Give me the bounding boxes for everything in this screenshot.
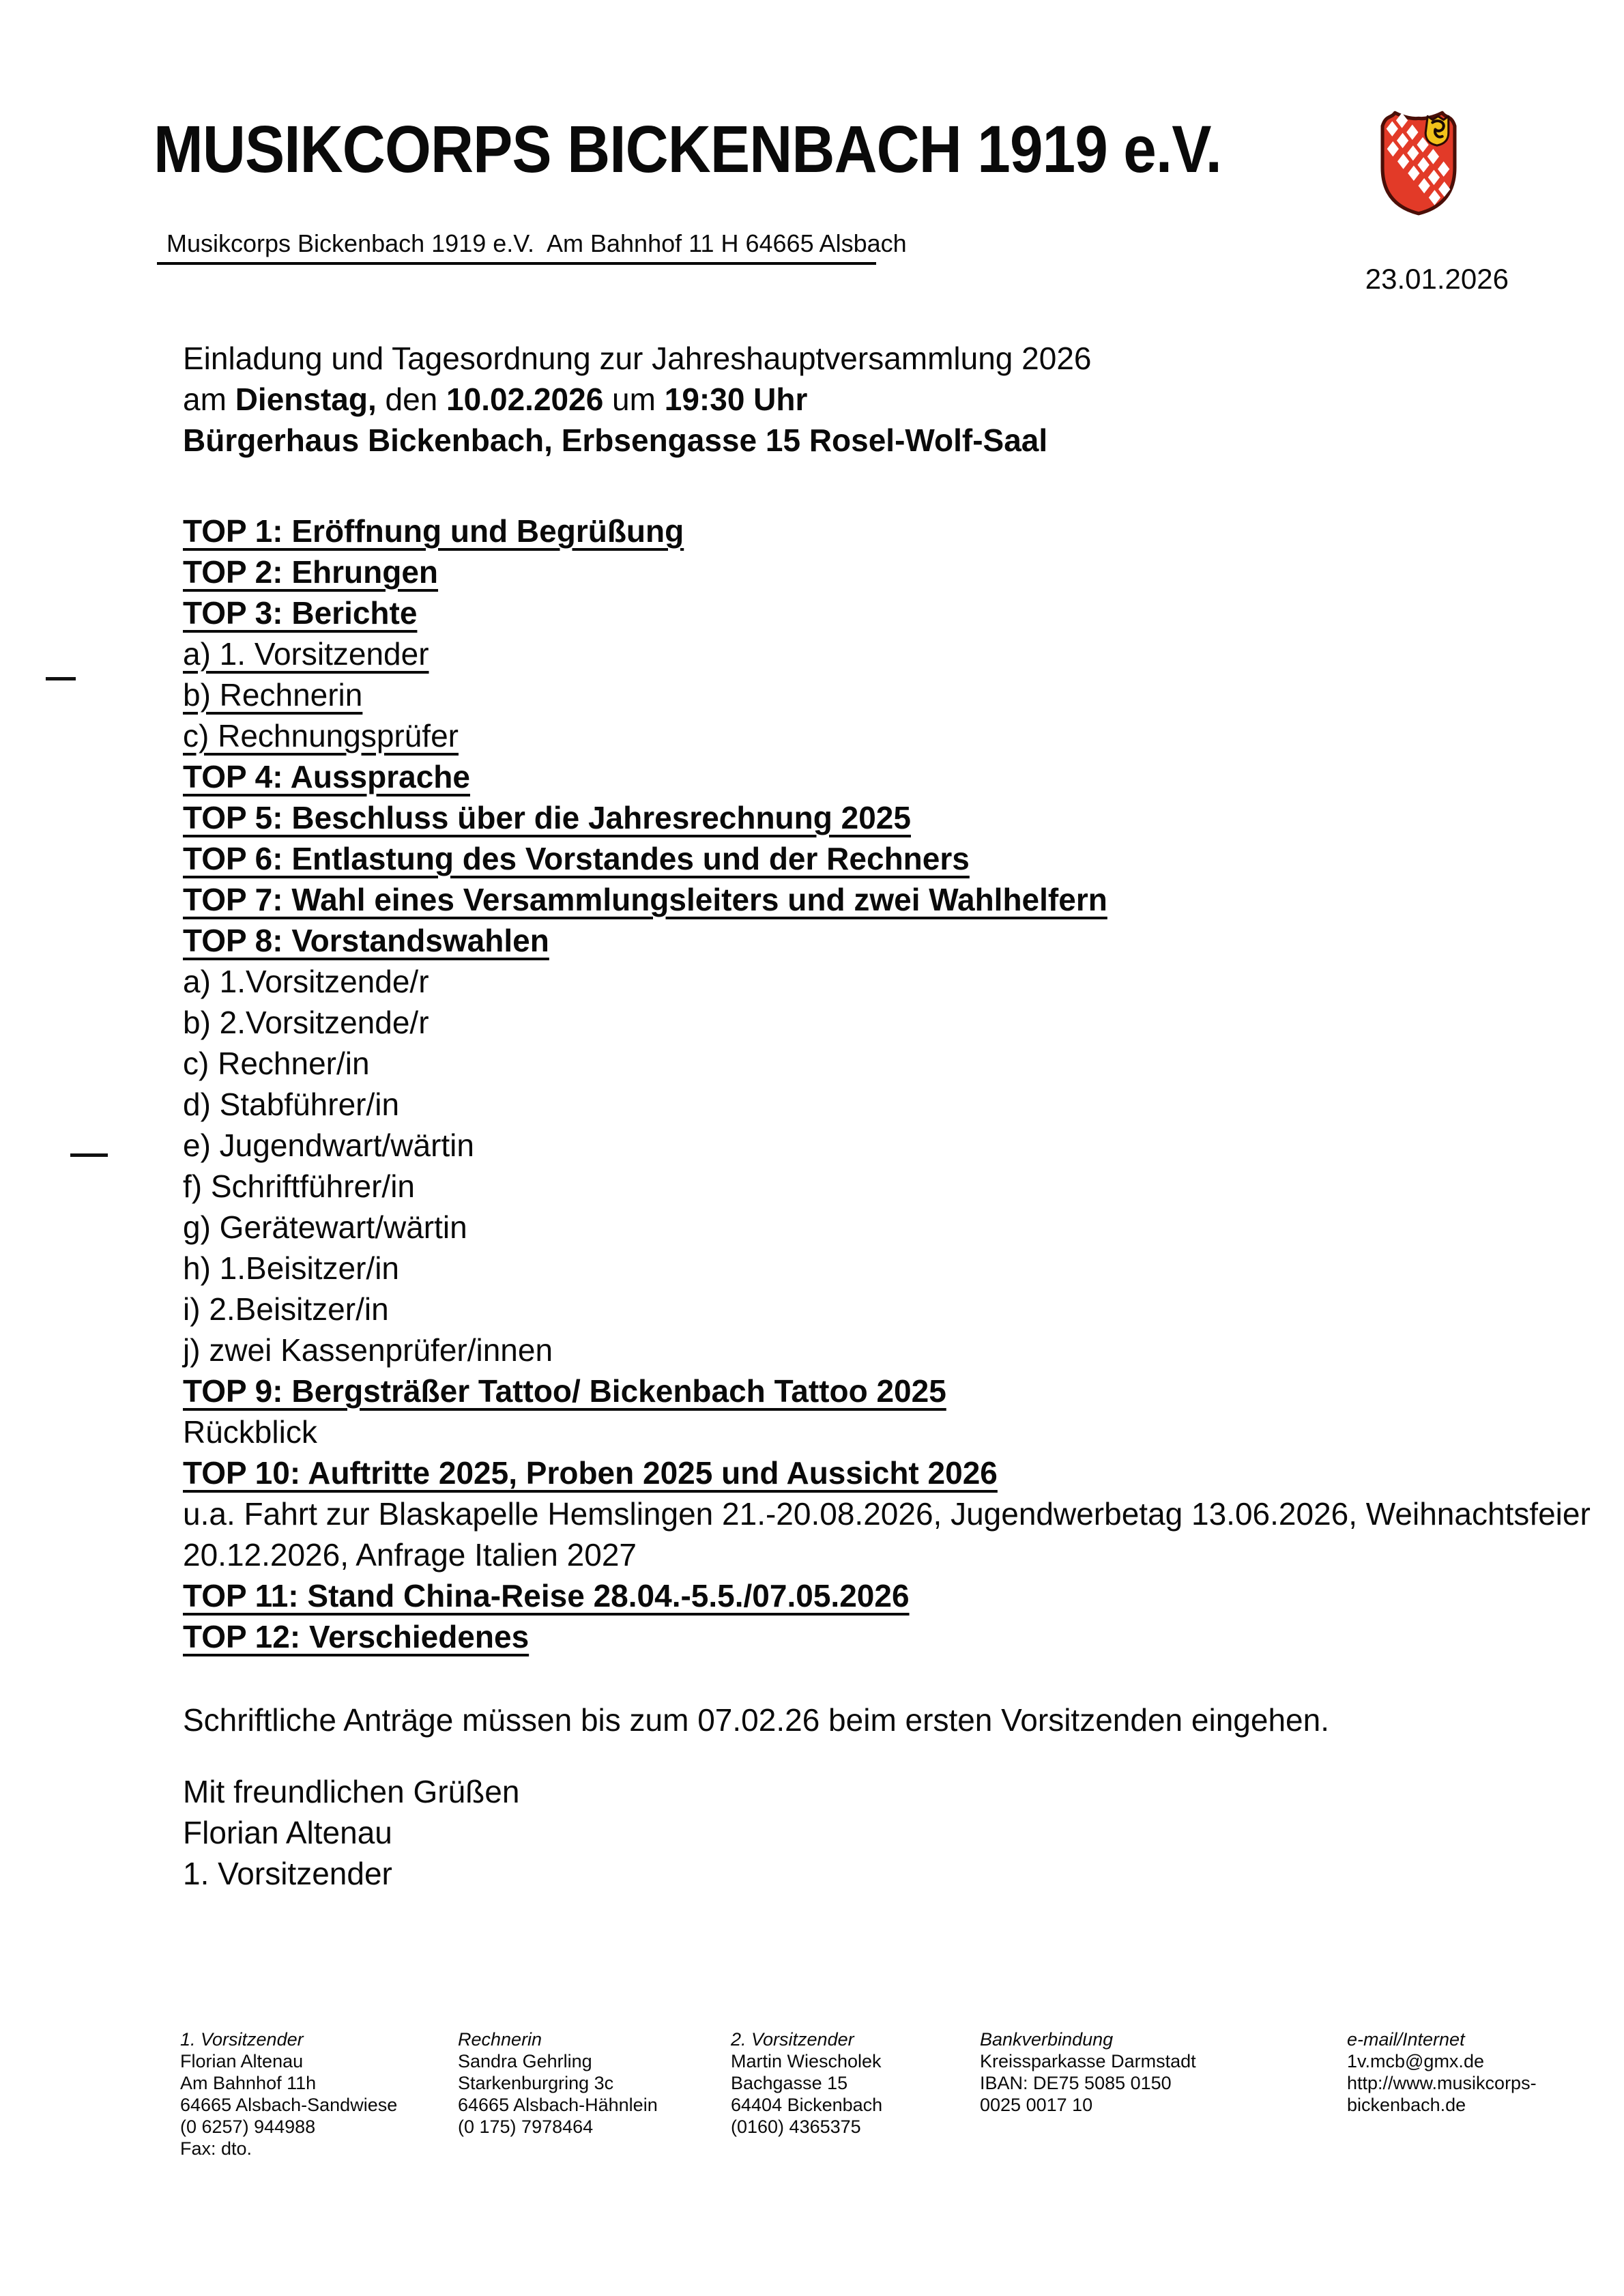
footer-col-line: Bachgasse 15 xyxy=(731,2073,848,2093)
footer-col-bank xyxy=(980,2028,1196,2116)
agenda-item: TOP 7: Wahl eines Versammlungsleiters und zwei Wahlhelfern xyxy=(183,882,1107,917)
agenda-item: TOP 12: Verschiedenes xyxy=(183,1619,530,1654)
agenda-item: 20.12.2026, Anfrage Italien 2027 xyxy=(183,1537,637,1573)
letter-date: 23.01.2026 xyxy=(1365,263,1509,295)
agenda-item: TOP 9: Bergsträßer Tattoo/ Bickenbach Tattoo 2025 xyxy=(183,1373,946,1409)
signoff-name: Florian Altenau xyxy=(183,1815,392,1850)
intro-datetime-segment: Dienstag, xyxy=(235,382,377,417)
agenda-item: TOP 2: Ehrungen xyxy=(183,554,439,590)
club-name-heading: MUSIKCORPS BICKENBACH 1919 e.V. xyxy=(154,112,1221,186)
fold-mark-top xyxy=(46,677,76,680)
fold-mark-bottom xyxy=(70,1153,108,1157)
footer-col-line: (0160) 4365375 xyxy=(731,2116,861,2137)
footer-col-line: 64665 Alsbach-Hähnlein xyxy=(458,2095,658,2115)
footer-col-line: http://www.musikcorps- xyxy=(1347,2073,1537,2093)
footer-col-title: 2. Vorsitzender xyxy=(731,2029,854,2050)
agenda-item: d) Stabführer/in xyxy=(183,1087,400,1122)
intro-datetime-segment: 10.02.2026 xyxy=(446,382,604,417)
agenda-item: TOP 3: Berichte xyxy=(183,595,418,631)
agenda-list xyxy=(183,511,1591,1657)
footer-col-treasurer xyxy=(458,2028,658,2138)
footer-col-line: Florian Altenau xyxy=(180,2051,304,2071)
intro-datetime-segment: 19:30 Uhr xyxy=(664,382,808,417)
agenda-item: f) Schriftführer/in xyxy=(183,1168,415,1204)
agenda-item: TOP 6: Entlastung des Vorstandes und der Rechners xyxy=(183,841,970,876)
intro-line-location: Bürgerhaus Bickenbach, Erbsengasse 15 Rosel-Wolf-Saal xyxy=(183,422,1048,458)
footer-col-line: Martin Wiescholek xyxy=(731,2051,882,2071)
footer-col-line: (0 175) 7978464 xyxy=(458,2116,594,2137)
agenda-item: u.a. Fahrt zur Blaskapelle Hemslingen 21.-20.08.2026, Jugendwerbetag 13.06.2026, Weihnachtsfeier xyxy=(183,1496,1591,1532)
agenda-item: e) Jugendwart/wärtin xyxy=(183,1128,474,1163)
footer-col-email xyxy=(1347,2028,1537,2116)
footer-col-line: Sandra Gehrling xyxy=(458,2051,592,2071)
agenda-item: c) Rechner/in xyxy=(183,1046,370,1081)
agenda-item: b) 2.Vorsitzende/r xyxy=(183,1005,429,1040)
agenda-item: TOP 10: Auftritte 2025, Proben 2025 und Aussicht 2026 xyxy=(183,1455,998,1491)
footer-col-title: Bankverbindung xyxy=(980,2029,1114,2050)
footer-col-title: e-mail/Internet xyxy=(1347,2029,1465,2050)
agenda-item: TOP 4: Aussprache xyxy=(183,759,470,794)
agenda-item: j) zwei Kassenprüfer/innen xyxy=(183,1332,553,1368)
agenda-item: i) 2.Beisitzer/in xyxy=(183,1291,389,1327)
intro-datetime-segment: um xyxy=(603,382,665,417)
footer-col-line: Starkenburgring 3c xyxy=(458,2073,614,2093)
agenda-item: a) 1. Vorsitzender xyxy=(183,636,429,672)
signoff-role: 1. Vorsitzender xyxy=(183,1856,392,1891)
footer-col-line: 0025 0017 10 xyxy=(980,2095,1093,2115)
footer-col-title: 1. Vorsitzender xyxy=(180,2029,304,2050)
intro-line-subject: Einladung und Tagesordnung zur Jahreshauptversammlung 2026 xyxy=(183,341,1092,376)
intro-line-datetime xyxy=(183,379,1092,420)
agenda-item: a) 1.Vorsitzende/r xyxy=(183,964,429,999)
signoff-block xyxy=(183,1771,519,1894)
agenda-item: b) Rechnerin xyxy=(183,677,363,713)
footer-col-line: Fax: dto. xyxy=(180,2138,252,2159)
deadline-note: Schriftliche Anträge müssen bis zum 07.02.26 beim ersten Vorsitzenden eingehen. xyxy=(183,1702,1329,1738)
footer-col-chairman xyxy=(180,2028,397,2159)
footer-col-vice-chairman xyxy=(731,2028,882,2138)
agenda-item: TOP 8: Vorstandswahlen xyxy=(183,923,549,958)
footer-col-line: (0 6257) 944988 xyxy=(180,2116,316,2137)
agenda-item: TOP 1: Eröffnung und Begrüßung xyxy=(183,513,684,549)
agenda-item: Rückblick xyxy=(183,1414,317,1450)
footer-col-line: IBAN: DE75 5085 0150 xyxy=(980,2073,1172,2093)
sender-address-line: Musikcorps Bickenbach 1919 e.V. Am Bahnhof 11 H 64665 Alsbach xyxy=(157,229,876,265)
signoff-greeting: Mit freundlichen Grüßen xyxy=(183,1774,520,1809)
agenda-item: g) Gerätewart/wärtin xyxy=(183,1209,467,1245)
footer-col-line: 1v.mcb@gmx.de xyxy=(1347,2051,1484,2071)
invitation-intro xyxy=(183,338,1092,461)
footer-col-line: bickenbach.de xyxy=(1347,2095,1466,2115)
agenda-item: TOP 11: Stand China-Reise 28.04.-5.5./07.05.2026 xyxy=(183,1578,910,1613)
page-title xyxy=(154,112,1340,186)
footer-col-line: 64665 Alsbach-Sandwiese xyxy=(180,2095,398,2115)
footer-col-line: Kreissparkasse Darmstadt xyxy=(980,2051,1196,2071)
intro-datetime-segment: am xyxy=(183,382,235,417)
footer-col-line: Am Bahnhof 11h xyxy=(180,2073,317,2093)
agenda-item: c) Rechnungsprüfer xyxy=(183,718,459,754)
intro-datetime-segment: den xyxy=(376,382,447,417)
footer-col-title: Rechnerin xyxy=(458,2029,542,2050)
club-crest-icon xyxy=(1361,104,1476,218)
agenda-item: h) 1.Beisitzer/in xyxy=(183,1250,400,1286)
agenda-item: TOP 5: Beschluss über die Jahresrechnung 2025 xyxy=(183,800,911,835)
footer-col-line: 64404 Bickenbach xyxy=(731,2095,883,2115)
